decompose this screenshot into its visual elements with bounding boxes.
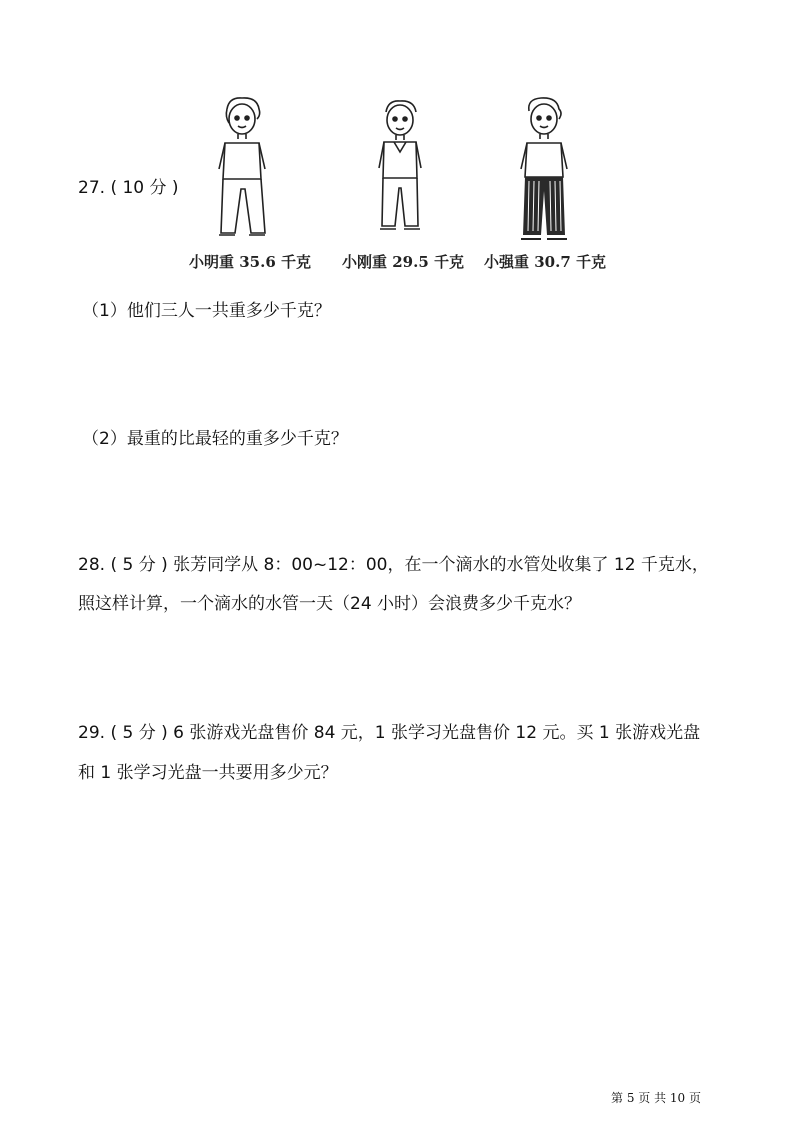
boy-xiaoming-illustration [207, 95, 277, 245]
q28-line-2: 照这样计算，一个滴水的水管一天（24 小时）会浪费多少千克水？ [78, 594, 582, 614]
figure-caption-xiaoming: 小明重 35.6 千克 [189, 253, 311, 271]
q29-line-2: 和 1 张学习光盘一共要用多少元？ [78, 763, 338, 783]
q27-subquestion-2: （2）最重的比最轻的重多少千克？ [82, 429, 348, 449]
boy-xiaogang-illustration [370, 98, 430, 238]
q27-subquestion-1: （1）他们三人一共重多少千克？ [82, 301, 331, 321]
figure-caption-xiaoqiang: 小强重 30.7 千克 [484, 253, 606, 271]
boy-xiaoqiang-illustration [509, 95, 579, 245]
q27-header: 27. ( 10 分 ) [78, 178, 179, 198]
page-number-footer: 第 5 页 共 10 页 [611, 1091, 701, 1105]
q29-line-1: 29. ( 5 分 ) 6 张游戏光盘售价 84 元，1 张学习光盘售价 12 元。买 1 张游戏光盘 [78, 723, 701, 743]
q28-line-1: 28. ( 5 分 ) 张芳同学从 8：00~12：00，在一个滴水的水管处收集了 12 千克水， [78, 555, 709, 575]
figure-caption-xiaogang: 小刚重 29.5 千克 [342, 253, 464, 271]
